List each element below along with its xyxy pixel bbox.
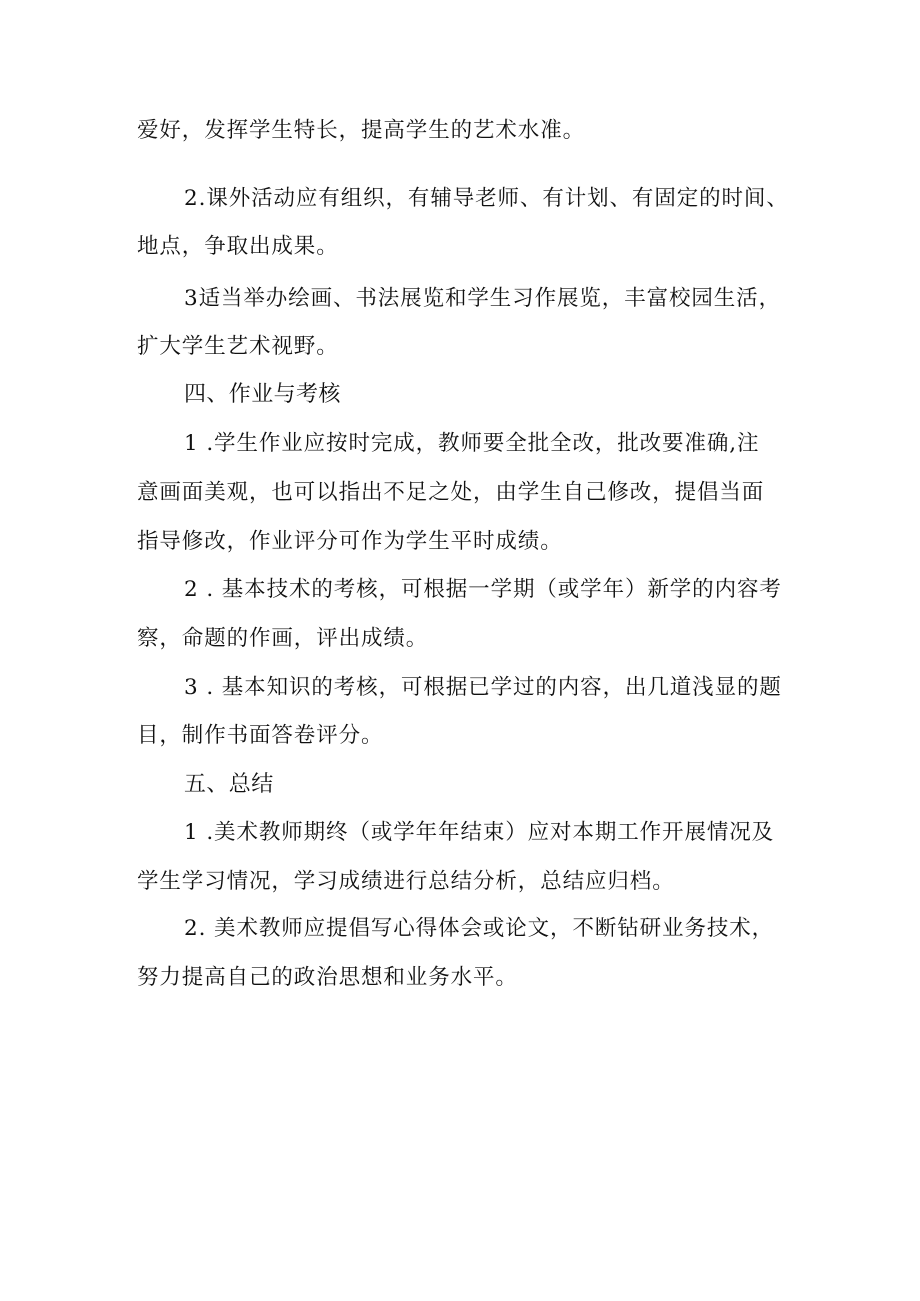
paragraph-line: 扩大学生艺术视野。 bbox=[137, 334, 339, 359]
paragraph-line: 指导修改，作业评分可作为学生平时成绩。 bbox=[137, 529, 563, 554]
paragraph-line: 爱好，发挥学生特长，提高学生的艺术水准。 bbox=[137, 118, 586, 143]
paragraph-line: 意画面美观，也可以指出不足之处，由学生自己修改，提倡当面 bbox=[137, 480, 765, 505]
paragraph-line: 2.课外活动应有组织，有辅导老师、有计划、有固定的时间、 bbox=[184, 186, 789, 211]
paragraph-line: 努力提高自己的政治思想和业务水平。 bbox=[137, 965, 518, 990]
section-heading: 五、总结 bbox=[184, 772, 274, 797]
paragraph-line: 2. 美术教师应提倡写心得体会或论文，不断钻研业务技术， bbox=[184, 916, 775, 941]
paragraph-line: 3 . 基本知识的考核，可根据已学过的内容，出几道浅显的题 bbox=[184, 675, 782, 700]
paragraph-line: 学生学习情况，学习成绩进行总结分析，总结应归档。 bbox=[137, 869, 675, 894]
paragraph-line: 地点，争取出成果。 bbox=[137, 234, 339, 259]
section-heading: 四、作业与考核 bbox=[184, 382, 341, 407]
paragraph-line: 1 .美术教师期终（或学年年结束）应对本期工作开展情况及 bbox=[184, 820, 775, 845]
paragraph-line: 1 .学生作业应按时完成，教师要全批全改，批改要准确,注 bbox=[184, 431, 760, 456]
paragraph-line: 目，制作书面答卷评分。 bbox=[137, 723, 384, 748]
paragraph-line: 3适当举办绘画、书法展览和学生习作展览，丰富校园生活， bbox=[184, 286, 781, 311]
paragraph-line: 察，命题的作画，评出成绩。 bbox=[137, 626, 429, 651]
paragraph-line: 2 . 基本技术的考核，可根据一学期（或学年）新学的内容考 bbox=[184, 577, 782, 602]
